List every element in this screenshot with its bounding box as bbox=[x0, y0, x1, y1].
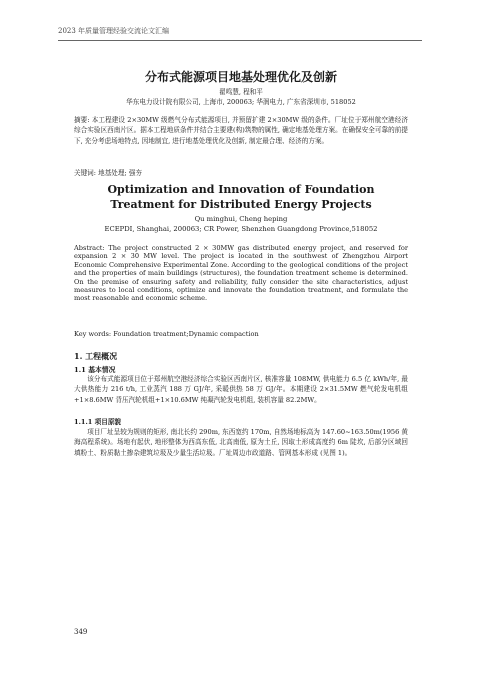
header-rule bbox=[58, 40, 422, 41]
english-affiliation: ECEPDI, Shanghai, 200063; CR Power, Shenzhen Guangdong Province,518052 bbox=[104, 225, 378, 233]
body-paragraph-1: 该分布式能源项目位于郑州航空港经济综合实验区西南片区, 核准容量 108MW, 供电能力 6.5 亿 kWh/年, 最大供热能力 216 t/h, 工业蒸汽 188 万 GJ/年, 采暖供热 58 万 GJ/年。本期建设 2×31.5MW 燃气轮发电机组+1×8.6MW 背压汽轮机组+1×10.6MW 纯凝汽轮发电机组, 装机容量 82.2MW。 bbox=[74, 375, 408, 404]
chinese-abstract-label: 摘要: bbox=[74, 116, 90, 124]
section-heading-1: 1. 工程概况 bbox=[74, 351, 118, 361]
english-keywords-label: Key words: bbox=[74, 330, 112, 338]
body-paragraph-2: 项目厂址呈较为规则的矩形, 南北长约 290m, 东西宽约 170m, 自然场地标高为 147.60~163.50m(1956 黄海高程系统)。场地有起伏, 地形整体为西高东低, 北高南低, 原为土丘, 因取土形成高度约 6m 陡坎, 后部分区域回填粉土、粉质黏土掺杂建筑垃圾及少量生活垃圾。厂址周边市政道路、管网基本形成 (见图 1)。 bbox=[74, 428, 408, 457]
chinese-abstract-text: 本工程建设 2×30MW 级燃气分布式能源项目, 并预留扩建 2×30MW 级的条件。厂址位于郑州航空港经济综合实验区西南片区。据本工程地质条件并结合主要建(构)筑物的属性, 确定地基处理方案。在确保安全可靠的前提下, 充分考虑场地特点, 因地制宜, 进行地基处理优化及创新, 制定最合理、经济的方案。 bbox=[74, 116, 408, 145]
section-heading-1-1: 1.1 基本情况 bbox=[74, 366, 116, 374]
chinese-abstract bbox=[74, 115, 408, 146]
chinese-title: 分布式能源项目地基处理优化及创新 bbox=[144, 70, 337, 84]
page-number: 349 bbox=[74, 628, 88, 636]
chinese-keywords-text: 地基处理; 强夯 bbox=[98, 169, 143, 177]
chinese-authors: 翟鸣慧, 程和平 bbox=[219, 88, 263, 96]
english-abstract-text: The project constructed 2 × 30MW gas distributed energy project, and reserved for expansion 2 × 30 MW level. The project is located in the southwest of Zhengzhou Airport Economic Comprehensive Experimental Zone. According to the geological conditions of the project and the properties of main buildings (structures), the foundation treatment scheme is determined. On the premise of ensuring safety and reliability, fully consider the site characteristics, adjust measures to local conditions, optimize and innovate the foundation treatment, and formulate the most reasonable and economic scheme. bbox=[74, 244, 408, 303]
chinese-keywords bbox=[74, 167, 408, 177]
english-title: Optimization and Innovation of Foundation Treatment for Distributed Energy Projects bbox=[107, 183, 375, 211]
chinese-keywords-label: 关键词: bbox=[74, 169, 97, 177]
english-keywords-text: Foundation treatment;Dynamic compaction bbox=[113, 330, 259, 338]
english-abstract bbox=[74, 244, 408, 303]
english-authors: Qu minghui, Cheng heping bbox=[194, 215, 288, 223]
running-header: 2023 年质量管理经验交流论文汇编 bbox=[58, 27, 170, 35]
english-abstract-label: Abstract: bbox=[74, 244, 105, 252]
section-heading-1-1-1: 1.1.1 项目原貌 bbox=[74, 418, 122, 426]
chinese-affiliation: 华东电力设计院有限公司, 上海市, 200063; 华润电力, 广东省深圳市, 518052 bbox=[126, 98, 356, 106]
english-keywords bbox=[74, 330, 408, 338]
